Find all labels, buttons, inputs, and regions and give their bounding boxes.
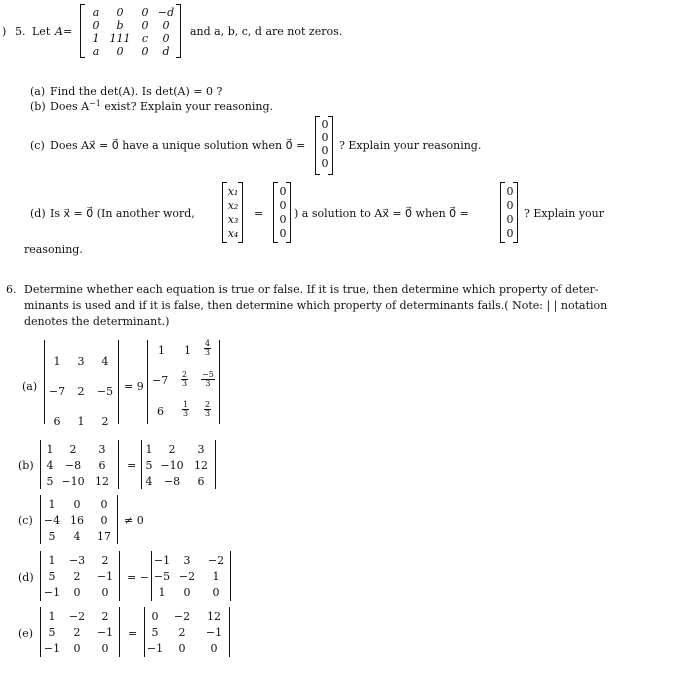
matrix-A-cell: 0: [116, 45, 124, 58]
matrix-A-cell: 0: [92, 19, 100, 32]
p6e-left-determinant: [42, 608, 118, 656]
matrix-A-cell: b: [116, 19, 124, 32]
matrix-A-cell: 0: [141, 19, 149, 32]
matrix-A-symbol: A=: [55, 25, 73, 38]
p6b-right-det-bar: [215, 440, 216, 489]
det-cell: 6: [157, 405, 164, 418]
p6d-left-determinant: [42, 552, 118, 600]
part-c-label: (c): [30, 139, 45, 152]
vector-entry: 0: [506, 212, 514, 226]
det-cell: 3: [183, 553, 191, 567]
p6b-right-determinant: [142, 441, 214, 489]
p6c-label: (c): [18, 514, 33, 527]
det-cell: −4: [43, 513, 61, 527]
p6a-operator: = 9: [124, 380, 144, 393]
det-cell: −1: [43, 585, 61, 599]
det-cell: −7: [48, 384, 66, 398]
problem-6-line-1: Determine whether each equation is true or false. If it is true, then determine which property of deter-: [24, 283, 599, 296]
fraction-denominator: 3: [205, 379, 211, 388]
det-cell: −8: [163, 474, 181, 488]
det-cell: 6: [197, 474, 205, 488]
p6b-left-det-bar: [118, 440, 119, 489]
det-cell: 6: [98, 458, 106, 472]
fraction-numerator: 2: [205, 400, 211, 409]
det-cell: 0: [100, 497, 108, 511]
det-cell: −10: [61, 474, 85, 488]
vector-entry: 0: [321, 118, 329, 131]
matrix-A-cell: −d: [157, 6, 175, 19]
det-cell: −2: [68, 609, 86, 623]
equals-sign: =: [254, 207, 264, 220]
det-cell: 2: [73, 625, 81, 639]
det-cell: 5: [46, 474, 54, 488]
p6c-det-bar: [117, 495, 118, 544]
det-cell: 1: [48, 553, 56, 567]
det-cell: 1: [48, 609, 56, 623]
det-cell: 2: [101, 553, 109, 567]
det-fraction: [201, 371, 215, 388]
det-cell: 0: [151, 609, 159, 623]
part-d-middle-text: ) a solution to Ax⃗ = 0⃗ when 0⃗ =: [294, 207, 469, 220]
fraction-denominator: 3: [205, 348, 211, 357]
det-cell: 0: [100, 513, 108, 527]
vector-entry: 0: [321, 144, 329, 157]
p6e-right-det-bar: [229, 607, 230, 657]
p6c-determinant: [42, 496, 116, 544]
d-zero-vector-right-bracket: [286, 182, 291, 243]
vector-entry: x₃: [227, 212, 239, 226]
matrix-A-cell: 0: [141, 6, 149, 19]
det-cell: 12: [194, 458, 208, 472]
det-cell: 2: [168, 442, 176, 456]
p6d-right-determinant: [152, 552, 230, 600]
det-cell: 12: [95, 474, 109, 488]
matrix-A-cell: c: [141, 32, 149, 45]
det-fraction: [181, 371, 188, 388]
fraction-numerator: −5: [202, 370, 214, 379]
part-d-text: Is x⃗ = 0⃗ (In another word,: [50, 207, 195, 220]
det-cell: 1: [48, 497, 56, 511]
det-cell: 1: [158, 344, 165, 357]
det-cell: −2: [173, 609, 191, 623]
p6a-left-det-bar: [118, 340, 119, 424]
p6a-label: (a): [22, 380, 38, 393]
p6e-right-determinant: [145, 608, 229, 656]
det-cell: −1: [96, 625, 114, 639]
det-cell: 2: [178, 625, 186, 639]
det-cell: 3: [197, 442, 205, 456]
det-cell: 1: [77, 414, 85, 428]
det-cell: 0: [101, 641, 109, 655]
edge-mark: ): [2, 25, 7, 38]
problem-6-line-3: denotes the determinant.): [24, 315, 170, 328]
vector-entry: 0: [506, 198, 514, 212]
det-cell: −2: [207, 553, 225, 567]
det-cell: 2: [69, 442, 77, 456]
p6b-operator: =: [127, 459, 137, 472]
p6e-left-det-bar: [40, 607, 41, 657]
det-cell: 1: [212, 569, 220, 583]
det-cell: −10: [160, 458, 184, 472]
det-cell: 2: [73, 569, 81, 583]
det-cell: 5: [48, 569, 56, 583]
p6a-right-det-bar: [147, 340, 148, 424]
det-cell: 1: [184, 344, 191, 357]
fraction-numerator: 1: [183, 400, 189, 409]
p6b-left-determinant: [42, 441, 116, 489]
x-vector-right-bracket: [238, 182, 243, 243]
matrix-A-left-bracket: [80, 4, 85, 58]
det-fraction: [204, 340, 211, 357]
matrix-A: [86, 6, 176, 58]
det-cell: 5: [48, 529, 56, 543]
det-cell: −3: [68, 553, 86, 567]
det-cell: 0: [73, 585, 81, 599]
det-cell: 16: [70, 513, 84, 527]
det-cell: 4: [46, 458, 54, 472]
vector-entry: x₁: [227, 184, 239, 198]
matrix-A-cell: d: [162, 45, 170, 58]
det-cell: 1: [145, 442, 153, 456]
det-cell: 0: [210, 641, 218, 655]
det-cell: 1: [158, 585, 166, 599]
det-cell: 3: [77, 354, 85, 368]
matrix-A-cell: 0: [116, 6, 124, 19]
part-b-label: (b): [30, 100, 46, 113]
part-a-label: (a): [30, 85, 46, 98]
det-cell: −8: [64, 458, 82, 472]
p6e-left-det-bar: [119, 607, 120, 657]
nonzero-condition: and a, b, c, d are not zeros.: [190, 25, 343, 38]
vector-entry: 0: [279, 212, 287, 226]
det-cell: −7: [152, 374, 169, 387]
c-zero-vector-right-bracket: [328, 116, 333, 175]
matrix-A-cell: 0: [162, 19, 170, 32]
vector-entry: 0: [279, 198, 287, 212]
p6c-operator: ≠ 0: [124, 514, 144, 527]
det-cell: 4: [101, 354, 109, 368]
det-cell: 6: [53, 414, 61, 428]
part-a-text: Find the det(A). Is det(A) = 0 ?: [50, 85, 223, 98]
det-fraction: [204, 401, 211, 418]
fraction-denominator: 3: [183, 409, 189, 418]
det-cell: −1: [205, 625, 223, 639]
det-cell: −1: [43, 641, 61, 655]
matrix-A-cell: 1: [92, 32, 100, 45]
part-c-text: Does Ax⃗ = 0⃗ have a unique solution when 0⃗ =: [50, 139, 306, 152]
p6d-operator: = −: [127, 571, 149, 584]
matrix-A-cell: a: [92, 45, 100, 58]
problem-6-number: 6.: [6, 283, 17, 296]
vector-entry: 0: [279, 184, 287, 198]
p6d-right-det-bar: [230, 551, 231, 601]
fraction-denominator: 3: [182, 379, 188, 388]
p6d-left-det-bar: [40, 551, 41, 601]
det-cell: 2: [77, 384, 85, 398]
fraction-numerator: 4: [205, 339, 211, 348]
det-cell: 5: [48, 625, 56, 639]
part-c-explain: ? Explain your reasoning.: [339, 139, 482, 152]
det-cell: 4: [145, 474, 153, 488]
p6a-right-det-bar: [219, 340, 220, 424]
let-label: Let: [32, 25, 51, 38]
det-cell: −5: [96, 384, 114, 398]
problem-6-line-2: minants is used and if it is false, then determine which property of determinants fails.( Note: | | notation: [24, 299, 608, 312]
det-cell: 4: [73, 529, 81, 543]
det-cell: −1: [153, 553, 171, 567]
det-cell: 0: [101, 585, 109, 599]
p6c-det-bar: [40, 495, 41, 544]
part-d-explain: ? Explain your: [524, 207, 605, 220]
det-cell: 1: [46, 442, 54, 456]
p6e-operator: =: [128, 627, 138, 640]
det-cell: 5: [151, 625, 159, 639]
det-cell: −1: [96, 569, 114, 583]
det-cell: 1: [53, 354, 61, 368]
part-b-text: [50, 101, 273, 112]
det-cell: 0: [178, 641, 186, 655]
matrix-A-right-bracket: [176, 4, 181, 58]
p6b-label: (b): [18, 459, 34, 472]
det-cell: −1: [146, 641, 164, 655]
det-cell: 3: [98, 442, 106, 456]
det-cell: 5: [145, 458, 153, 472]
det-cell: 0: [183, 585, 191, 599]
vector-entry: 0: [279, 226, 287, 240]
det-cell: 0: [73, 641, 81, 655]
matrix-A-cell: 0: [141, 45, 149, 58]
matrix-A-cell: a: [92, 6, 100, 19]
problem-5-number: 5.: [15, 25, 26, 38]
part-d-continuation: reasoning.: [24, 243, 83, 256]
det-cell: 2: [101, 609, 109, 623]
vector-entry: 0: [506, 226, 514, 240]
det-cell: 0: [212, 585, 220, 599]
det-cell: −5: [153, 569, 171, 583]
det-cell: −2: [178, 569, 196, 583]
det-cell: 17: [97, 529, 111, 543]
det-cell: 2: [101, 414, 109, 428]
inverse-superscript: −1: [89, 99, 101, 108]
fraction-numerator: 2: [182, 370, 188, 379]
matrix-A-cell: 111: [109, 32, 131, 45]
part-b-text-end: exist? Explain your reasoning.: [100, 100, 273, 113]
det-cell: 12: [207, 609, 221, 623]
d-zero-vector-2-right-bracket: [513, 182, 518, 243]
p6a-left-determinant: [45, 346, 117, 436]
vector-entry: 0: [321, 157, 329, 170]
p6b-left-det-bar: [40, 440, 41, 489]
p6e-label: (e): [18, 627, 34, 640]
vector-entry: x₂: [227, 198, 239, 212]
part-b-text-start: Does A: [50, 100, 90, 113]
vector-entry: 0: [321, 131, 329, 144]
p6d-left-det-bar: [119, 551, 120, 601]
vector-entry: x₄: [227, 226, 239, 240]
det-fraction: [182, 401, 189, 418]
fraction-denominator: 3: [205, 409, 211, 418]
matrix-A-cell: 0: [162, 32, 170, 45]
det-cell: 0: [73, 497, 81, 511]
part-d-label: (d): [30, 207, 46, 220]
p6d-label: (d): [18, 571, 34, 584]
vector-entry: 0: [506, 184, 514, 198]
